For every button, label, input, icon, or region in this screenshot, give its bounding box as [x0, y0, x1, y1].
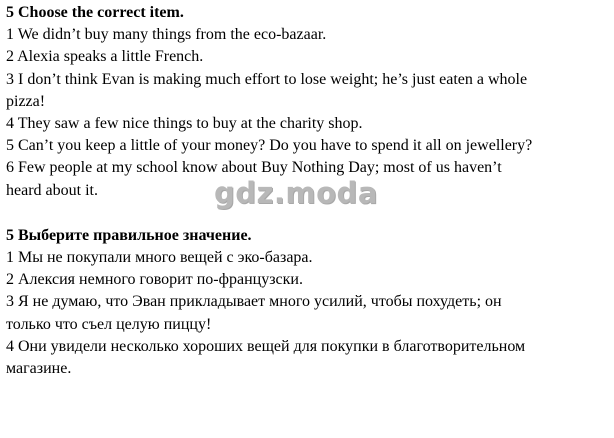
english-line-5: 5 Can’t you keep a little of your money? Do you have to spend it all on jewellery?	[6, 137, 533, 155]
russian-line-3: 3 Я не думаю, что Эван прикладывает много усилий, чтобы похудеть; он	[6, 293, 502, 311]
english-line-4: 4 They saw a few nice things to buy at the charity shop.	[6, 115, 363, 133]
english-heading: 5 Choose the correct item.	[6, 4, 184, 21]
english-line-1: 1 We didn’t buy many things from the eco-bazaar.	[6, 26, 327, 44]
russian-line-2: 2 Алексия немного говорит по-французски.	[6, 271, 303, 289]
russian-line-1: 1 Мы не покупали много вещей с эко-базара.	[6, 249, 313, 267]
section-gap	[6, 202, 610, 225]
english-line-3: 3 I don’t think Evan is making much effort to lose weight; he’s just eaten a whole	[6, 70, 528, 88]
english-line-3-continued: pizza!	[6, 92, 46, 110]
russian-line-4-continued: магазине.	[6, 360, 72, 378]
russian-line-4: 4 Они увидели несколько хороших вещей для покупки в благотворительном	[6, 337, 526, 355]
english-line-6-continued: heard about it.	[6, 181, 98, 199]
russian-heading: 5 Выберите правильное значение.	[6, 226, 252, 244]
russian-line-3-continued: только что съел целую пиццу!	[6, 315, 212, 333]
english-line-2: 2 Alexia speaks a little French.	[6, 48, 204, 66]
english-line-6: 6 Few people at my school know about Buy Nothing Day; most of us haven’t	[6, 159, 502, 177]
document-page	[6, 2, 610, 380]
watermark-logo: gdz.moda	[214, 176, 378, 210]
